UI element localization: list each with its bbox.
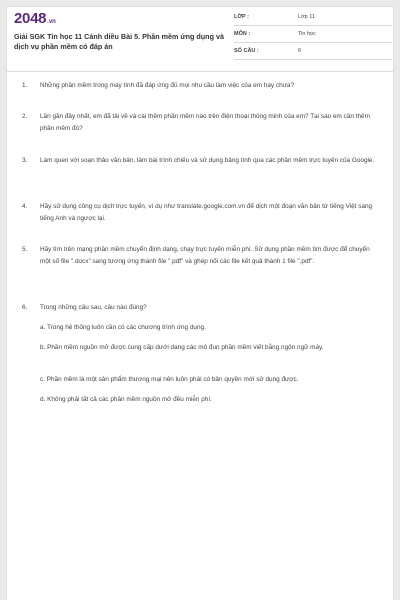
site-logo[interactable] xyxy=(14,10,56,28)
question-text: Làm quen với soạn thảo văn bản, làm bài trình chiếu và sử dụng bảng tính qua các phần mềm trực tuyến của Google. xyxy=(40,157,375,164)
meta-value: Tin học xyxy=(298,31,316,37)
meta-value: Lớp 11 xyxy=(298,14,315,20)
meta-label: SỐ CÂU : xyxy=(234,48,259,54)
question-text: Hãy tìm trên mạng phần mềm chuyển định dạng, chạy trực tuyến miễn phí. Sử dụng phần mềm tìm được để chuyển một số file ".docx" sang tương ứng thành file ".pdf" và ghép nối các file kết quả thành 1 file ".pdf". xyxy=(40,246,370,265)
answer-option: d. Không phải tất cả các phần mềm nguồn mở đều miễn phí. xyxy=(40,396,212,403)
answer-option: a. Trong hệ thống luôn cần có các chương trình ứng dụng. xyxy=(40,324,206,331)
question-text: Lần gần đây nhất, em đã tải về và cài thêm phần mềm nào trên điện thoại thông minh của em? Tại sao em cần thêm phần mềm đó? xyxy=(40,113,370,132)
worksheet-header xyxy=(14,8,378,66)
meta-value: 6 xyxy=(298,48,302,54)
answer-option: b. Phần mềm nguồn mở được cung cấp dưới dạng các mô đun phần mềm viết bằng ngôn ngữ máy. xyxy=(40,344,324,351)
question-number: 3. xyxy=(22,157,28,164)
header-divider xyxy=(6,71,394,72)
question-number: 1. xyxy=(22,82,28,89)
meta-label: MÔN : xyxy=(234,31,251,37)
meta-row-count xyxy=(234,46,392,60)
logo-main: 2048 xyxy=(14,10,47,27)
logo-suffix: .vn xyxy=(47,19,56,25)
question-number: 6. xyxy=(22,304,28,311)
question-number: 5. xyxy=(22,246,28,253)
meta-row-class xyxy=(234,12,392,26)
page-title: Giải SGK Tin học 11 Cánh diều Bài 5. Phần mềm ứng dụng và dịch vụ phần mềm có đáp án xyxy=(14,32,224,51)
meta-row-subject xyxy=(234,29,392,43)
question-text: Trong những câu sau, câu nào đúng? xyxy=(40,304,147,311)
question-number: 2. xyxy=(22,113,28,120)
question-number: 4. xyxy=(22,203,28,210)
question-text: Hãy sử dụng công cụ dịch trực tuyến, ví dụ như translate.google.com.vn để dịch một đoạn văn bản từ tiếng Việt sang tiếng Anh và ngược lại. xyxy=(40,203,373,222)
meta-label: LỚP : xyxy=(234,14,249,20)
answer-option: c. Phần mềm là một sản phẩm thương mại nên luôn phải có bản quyền mới sử dụng được. xyxy=(40,376,299,383)
meta-info xyxy=(234,12,392,63)
question-text: Những phần mềm trong máy tính đã đáp ứng đủ mọi nhu cầu làm việc của em hay chưa? xyxy=(40,82,295,89)
